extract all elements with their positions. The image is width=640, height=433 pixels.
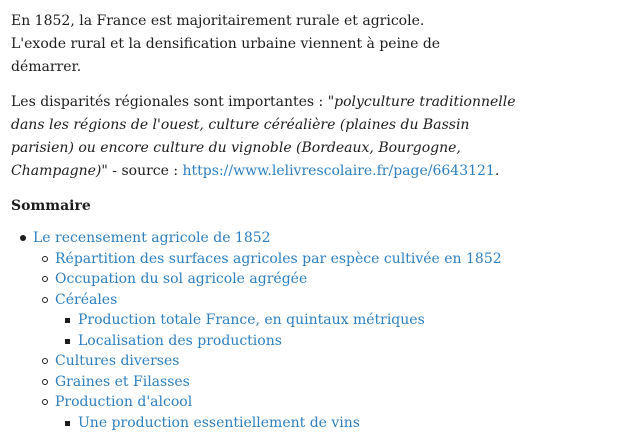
disc-bullet-icon xyxy=(20,235,26,241)
toc-link-alcool[interactable]: Production d'alcool xyxy=(55,394,192,410)
toc-item-localisation xyxy=(11,331,640,352)
square-bullet-icon xyxy=(65,339,70,344)
circle-bullet-icon xyxy=(42,399,48,405)
toc-item-cultures-diverses xyxy=(11,351,640,372)
circle-bullet-icon xyxy=(42,276,48,282)
toc-item-cereales xyxy=(11,290,640,311)
square-bullet-icon xyxy=(65,318,70,323)
toc-subsublist-cereales xyxy=(11,310,640,351)
toc-item-vins xyxy=(11,413,640,433)
disparities-paragraph xyxy=(11,91,531,183)
toc-heading: Sommaire xyxy=(11,195,640,218)
toc-item-alcool xyxy=(11,392,640,413)
toc-link-vins[interactable]: Une production essentiellement de vins xyxy=(78,415,360,431)
circle-bullet-icon xyxy=(42,297,48,303)
toc-link-graines[interactable]: Graines et Filasses xyxy=(55,374,190,390)
toc-link-localisation[interactable]: Localisation des productions xyxy=(78,333,282,349)
paragraph-end: . xyxy=(495,163,499,179)
toc-subsublist-alcool xyxy=(11,413,640,433)
circle-bullet-icon xyxy=(42,358,48,364)
source-link[interactable]: https://www.lelivrescolaire.fr/page/6643121 xyxy=(183,163,495,179)
toc-sublist xyxy=(11,249,640,311)
circle-bullet-icon xyxy=(42,379,48,385)
toc-link-cultures-diverses[interactable]: Cultures diverses xyxy=(55,353,179,369)
toc-item-graines xyxy=(11,372,640,393)
toc-sublist-continued xyxy=(11,351,640,413)
toc-link-production-totale[interactable]: Production totale France, en quintaux métriques xyxy=(78,312,425,328)
toc-link-recensement[interactable]: Le recensement agricole de 1852 xyxy=(33,230,271,246)
toc-item-repartition xyxy=(11,249,640,270)
toc-item-production-totale xyxy=(11,310,640,331)
toc-list xyxy=(11,228,640,249)
toc-link-occupation[interactable]: Occupation du sol agricole agrégée xyxy=(55,271,307,287)
intro-paragraph: En 1852, la France est majoritairement rurale et agricole. L'exode rural et la densification urbaine viennent à peine de démarrer. xyxy=(11,10,481,79)
toc-item-recensement xyxy=(11,228,640,249)
disparities-quote: "polyculture traditionnelle dans les régions de l'ouest, culture céréalière (plaines du Bassin parisien) ou encore culture du vignoble (Bordeaux, Bourgogne, Champagne)" xyxy=(11,94,516,179)
square-bullet-icon xyxy=(65,421,70,426)
toc-link-repartition[interactable]: Répartition des surfaces agricoles par espèce cultivée en 1852 xyxy=(55,251,502,267)
circle-bullet-icon xyxy=(42,256,48,262)
disparities-intro: Les disparités régionales sont importantes : xyxy=(11,94,328,110)
toc-link-cereales[interactable]: Céréales xyxy=(55,292,117,308)
source-prefix: - source : xyxy=(108,163,183,179)
toc-item-occupation xyxy=(11,269,640,290)
